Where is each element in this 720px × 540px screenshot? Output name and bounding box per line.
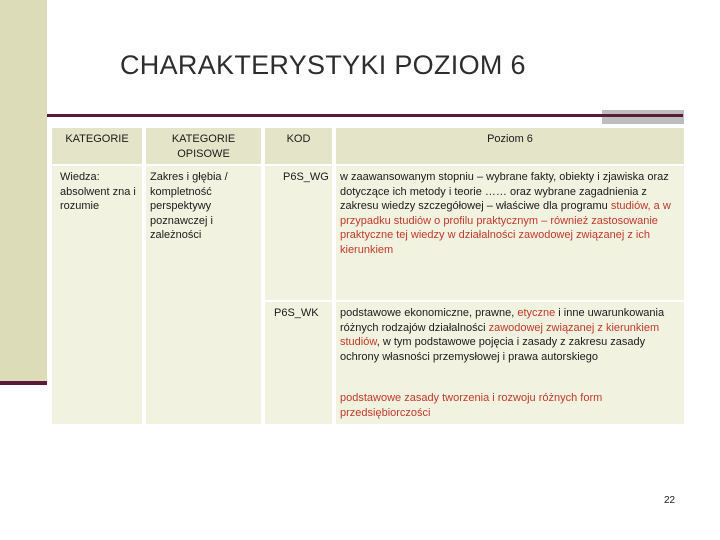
cell-przedsiebiorczosc: podstawowe zasady tworzenia i rozwoju różnych form przedsiębiorczości xyxy=(340,392,603,419)
decorative-corner-line xyxy=(0,381,47,385)
cell-kategoria: Wiedza: absolwent zna i rozumie xyxy=(60,171,136,212)
cell-wg-description xyxy=(340,170,675,257)
header-kategorie: KATEGORIE xyxy=(65,133,129,145)
cell-kod-wk: P6S_WK xyxy=(274,307,319,319)
wk-text-part5: , w tym podstawowe pojęcia i zasady z zakresu zasady ochrony własności przemysłowej i prawa autorskiego xyxy=(340,336,646,363)
cell-wk-description xyxy=(340,306,675,364)
header-poziom: Poziom 6 xyxy=(487,133,533,145)
decorative-grey-bar xyxy=(602,110,684,124)
characteristics-table xyxy=(52,124,684,424)
title-divider-line xyxy=(47,114,683,117)
row-band-kod1 xyxy=(265,166,332,300)
wg-text-part1: w zaawansowanym stopniu – wybrane fakty, obiekty i zjawiska oraz dotyczące ich metody i teorie …… oraz wybrane zagadnienia z zakresu wiedzy szczegółowej – właściwe dla programu xyxy=(340,171,669,212)
wk-text-part3: i inne uwarunkowania różnych rodzajów działalności xyxy=(340,307,665,334)
wk-text-part4: zawodowej związanej z kierunkiem studiów xyxy=(340,321,660,348)
cell-opis: Zakres i głębia / kompletność perspektywy poznawczej i zależności xyxy=(150,171,228,241)
wg-text-part2: studiów, a w przypadku studiów o profilu praktycznym – również zastosowanie praktyczne tej wiedzy w działalności zawodowej związanej z ich kierunkiem xyxy=(340,200,671,256)
header-kod: KOD xyxy=(286,133,311,145)
wk-text-part2: etyczne xyxy=(517,307,556,319)
wk-text-part1: podstawowe ekonomiczne, prawne, xyxy=(340,307,518,319)
decorative-side-bar xyxy=(0,0,47,384)
header-kategorie-opisowe: KATEGORIE OPISOWE xyxy=(171,133,236,160)
slide-title: CHARAKTERYSTYKI POZIOM 6 xyxy=(120,50,526,80)
page-number: 22 xyxy=(664,495,676,506)
cell-kod-wg: P6S_WG xyxy=(283,171,329,183)
